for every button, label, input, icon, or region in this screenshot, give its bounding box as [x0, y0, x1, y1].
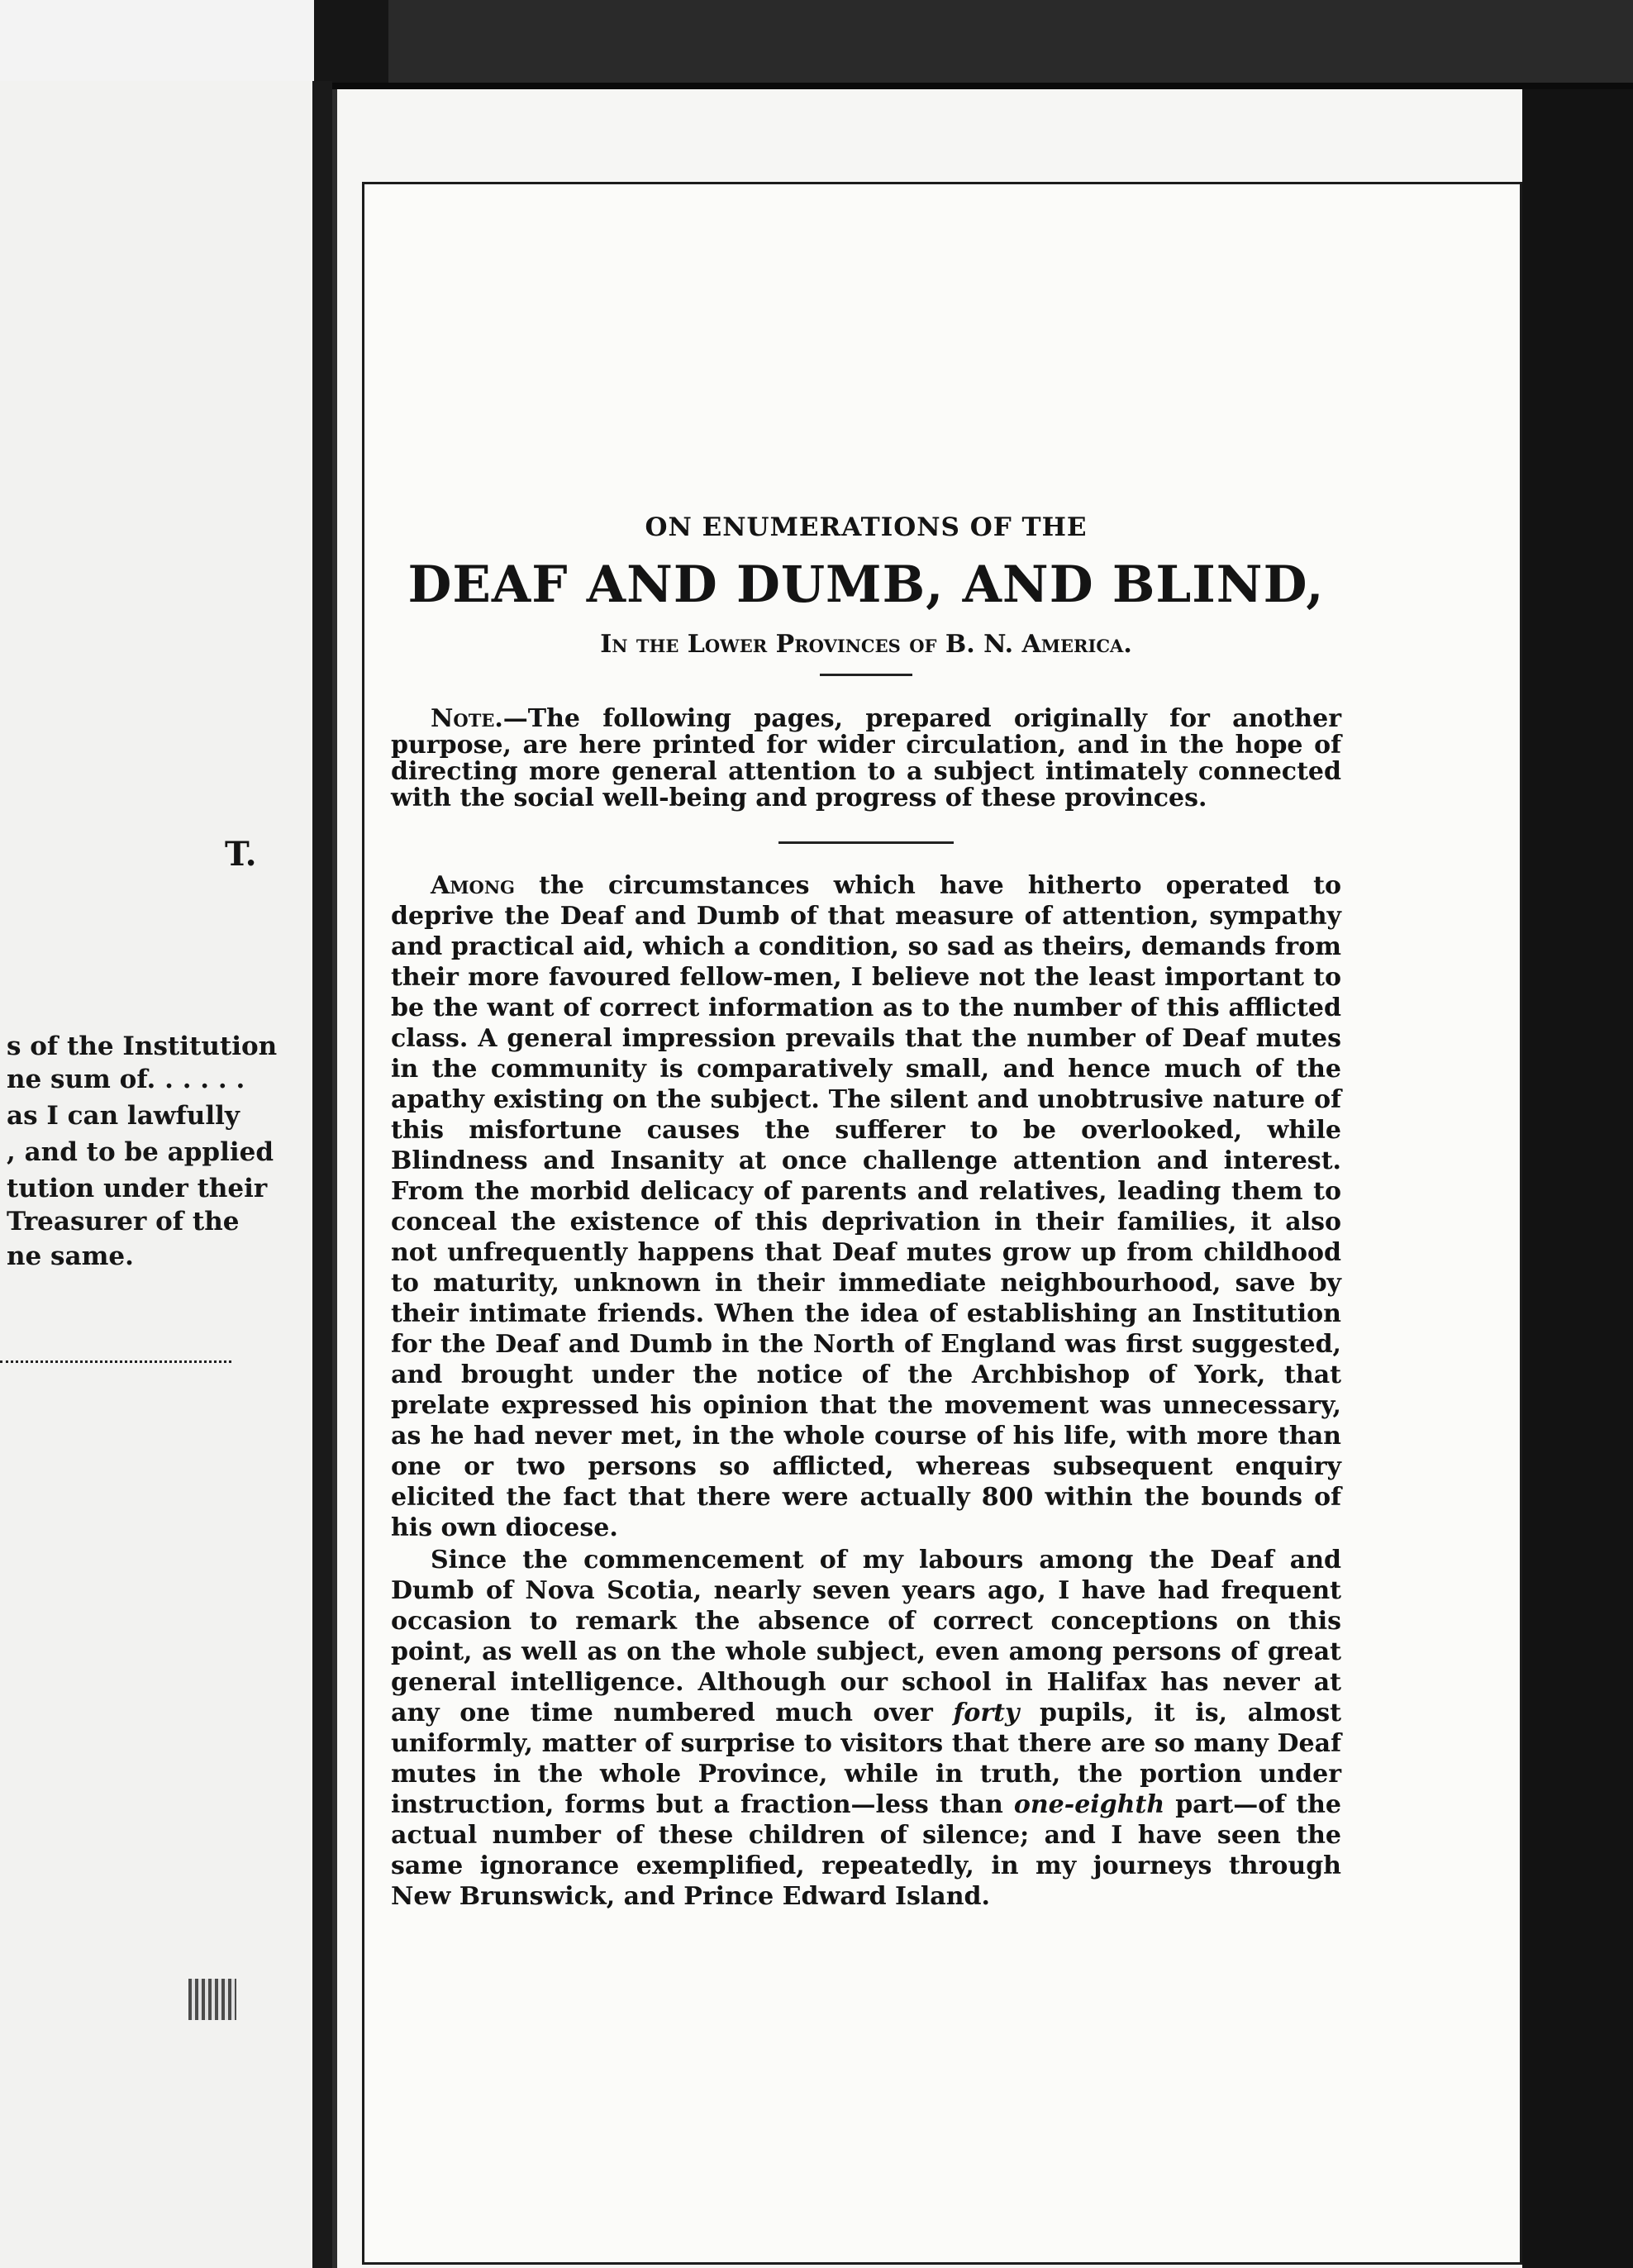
left-page-line: as I can lawfully	[7, 1101, 240, 1131]
note-body: —The following pages, prepared originally for another purpose, are here printed for wider circulation, and in the hope of directing more general attention to a subject intimately connected with the social well-being and progress of these provinces.	[391, 704, 1341, 812]
left-page-line: tution under their	[7, 1174, 268, 1203]
paragraph-2	[391, 1545, 1341, 1912]
paragraph-1	[391, 870, 1341, 1543]
book-gutter	[312, 81, 332, 2268]
left-page-stamp-mark	[188, 1979, 236, 2020]
paragraph-2-part-b: pupils, it is, almost uniformly, matter of surprise to visitors that there are so many Deaf mutes in the whole Province, while in truth, the portion under instruction, forms but a fraction—less than	[391, 1699, 1341, 1819]
paragraph-1-lead: Among	[431, 871, 515, 900]
left-page-line: ne same.	[7, 1241, 134, 1271]
note-lead: Note.	[431, 704, 503, 733]
article-kicker: ON ENUMERATIONS OF THE	[645, 512, 1088, 542]
left-page-line: ne sum of. . . . . .	[7, 1065, 245, 1094]
article	[391, 512, 1341, 1912]
scan-top-edge	[0, 0, 1633, 83]
paragraph-2-part-a: Since the commencement of my labours among the Deaf and Dumb of Nova Scotia, nearly seven years ago, I have had frequent occasion to remark the absence of correct conceptions on this point, as well as on the whole subject, even among persons of great general intelligence. Although our school in Halifax has never at any one time numbered much over	[391, 1546, 1341, 1727]
paragraph-2-emphasis-one-eighth: one-eighth	[1013, 1790, 1165, 1819]
section-rule	[778, 841, 954, 844]
scan-right-edge	[1522, 89, 1633, 2268]
left-page-glyph: T.	[225, 835, 257, 874]
left-page-line: , and to be applied	[7, 1137, 274, 1167]
left-page-line: s of the Institution	[7, 1032, 278, 1061]
article-title: DEAF AND DUMB, AND BLIND,	[407, 555, 1325, 614]
paragraph-1-body: the circumstances which have hitherto operated to deprive the Deaf and Dumb of that measure of attention, sympathy and practical aid, which a condition, so sad as theirs, demands from their more favoured fellow-men, I believe not the least important to be the want of correct information as to the number of this afflicted class. A general impression prevails that the number of Deaf mutes in the community is comparatively small, and hence much of the apathy existing on the subject. The silent and unobtrusive nature of this misfortune causes the sufferer to be overlooked, while Blindness and Insanity at once challenge attention and interest. From the morbid delicacy of parents and relatives, leading them to conceal the existence of this deprivation in their families, it also not unfrequently happens that Deaf mutes grow up from childhood to maturity, unknown in their immediate neighbourhood, save by their intimate friends. When the idea of establishing an Institution for the Deaf and Dumb in the North of England was first suggested, and brought under the notice of the Archbishop of York, that prelate expressed his opinion that the movement was unnecessary, as he had never met, in the whole course of his life, with more than one or two persons so afflicted, whereas subsequent enquiry elicited the fact that there were actually 800 within the bounds of his own diocese.	[391, 871, 1341, 1542]
left-page	[0, 81, 312, 2268]
left-page-dotted-rule	[0, 1360, 231, 1363]
left-page-line: Treasurer of the	[7, 1207, 240, 1236]
title-rule	[820, 674, 912, 676]
editor-note	[391, 706, 1341, 812]
article-subtitle: In the Lower Provinces of B. N. America.	[600, 630, 1132, 659]
paragraph-2-emphasis-forty: forty	[953, 1699, 1020, 1727]
paragraph-2-part-c: part—of the actual number of these children of silence; and I have seen the same ignorance exemplified, repeatedly, in my journeys through New Brunswick, and Prince Edward Island.	[391, 1790, 1342, 1911]
